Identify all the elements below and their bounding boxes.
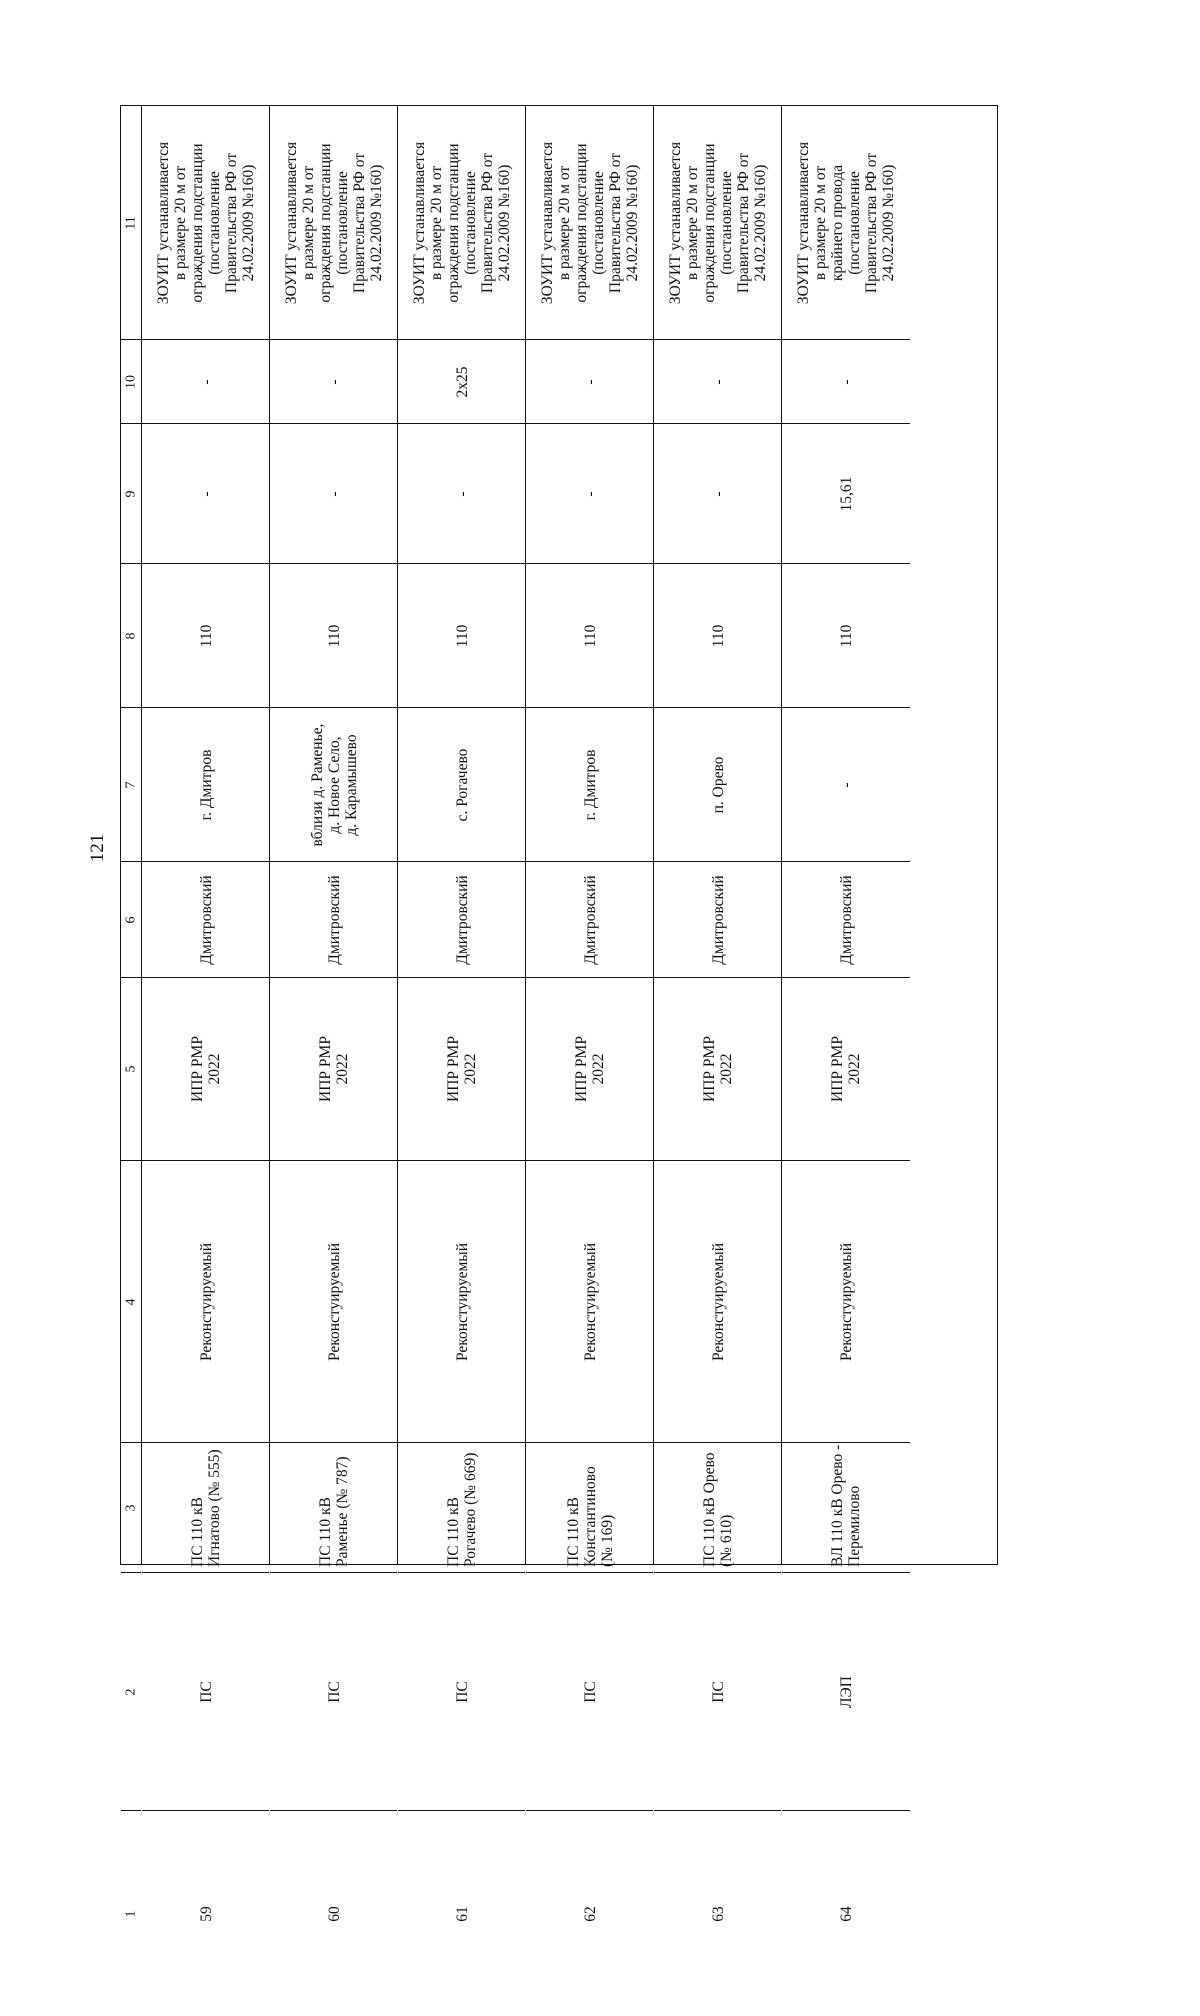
cell-text-num: 59 bbox=[197, 1905, 214, 1922]
cell-text-doc: ИПР РМР 2022 bbox=[829, 1036, 863, 1102]
table-cell-name bbox=[398, 1443, 525, 1573]
cell-text-zone: ЗОУИТ устанавливается в размере 20 м от ограждения подстанции (постановление Правительства РФ от 24.02.2009 №160) bbox=[154, 141, 257, 304]
cell-text-length: - bbox=[453, 490, 470, 497]
table-cell-voltage bbox=[398, 564, 525, 708]
table-cell-name bbox=[526, 1443, 653, 1573]
table-cell-voltage bbox=[782, 564, 910, 708]
table-cell-length bbox=[654, 424, 781, 564]
cell-text-location: г. Дмитров bbox=[197, 749, 214, 820]
table-cell-district bbox=[654, 862, 781, 978]
table-row bbox=[782, 106, 910, 1922]
table-cell-name bbox=[782, 1443, 910, 1573]
table-cell-doc bbox=[526, 978, 653, 1161]
header-cell bbox=[121, 978, 141, 1161]
cell-text-length: - bbox=[325, 490, 342, 497]
cell-text-length: - bbox=[581, 490, 598, 497]
table-cell-num bbox=[526, 1811, 653, 2016]
cell-text-doc: ИПР РМР 2022 bbox=[444, 1036, 479, 1102]
header-cell bbox=[121, 340, 141, 424]
table-cell-status bbox=[526, 1161, 653, 1443]
cell-text-power: - bbox=[837, 378, 855, 385]
cell-text-num: 61 bbox=[453, 1905, 470, 1922]
header-label: 9 bbox=[123, 490, 139, 497]
table-cell-doc bbox=[654, 978, 781, 1161]
header-cell bbox=[121, 708, 141, 862]
table-cell-type bbox=[782, 1573, 910, 1811]
cell-text-doc: ИПР РМР 2022 bbox=[572, 1036, 607, 1102]
table-cell-location bbox=[398, 708, 525, 862]
table-cell-name bbox=[270, 1443, 397, 1573]
cell-text-zone: ЗОУИТ устанавливается в размере 20 м от крайнего провода (постановление Правительства РФ от 24.02.2009 №160) bbox=[795, 141, 897, 304]
cell-text-location: г. Дмитров bbox=[581, 749, 598, 820]
table-cell-district bbox=[142, 862, 269, 978]
table-row bbox=[398, 106, 526, 1922]
cell-text-status: Реконстуируемый bbox=[837, 1242, 855, 1361]
table-cell-length bbox=[398, 424, 525, 564]
table-row bbox=[270, 106, 398, 1922]
cell-text-district: Дмитровский bbox=[837, 874, 855, 965]
cell-text-num: 60 bbox=[325, 1905, 342, 1922]
table-cell-voltage bbox=[654, 564, 781, 708]
cell-text-length: - bbox=[709, 490, 726, 497]
table-row bbox=[142, 106, 270, 1922]
cell-text-name: ПС 110 кВ Раменье (№ 787) bbox=[316, 1455, 351, 1567]
header-cell bbox=[121, 1443, 141, 1573]
header-label: 4 bbox=[123, 1298, 139, 1305]
cell-text-length: 15,61 bbox=[837, 476, 855, 511]
cell-text-num: 64 bbox=[837, 1905, 855, 1922]
cell-text-voltage: 110 bbox=[837, 624, 855, 647]
table-cell-location bbox=[782, 708, 910, 862]
cell-text-district: Дмитровский bbox=[581, 874, 598, 965]
table-cell-voltage bbox=[270, 564, 397, 708]
cell-text-doc: ИПР РМР 2022 bbox=[316, 1036, 351, 1102]
header-cell bbox=[121, 424, 141, 564]
cell-text-voltage: 110 bbox=[581, 624, 598, 647]
table-cell-status bbox=[398, 1161, 525, 1443]
table-cell-num bbox=[782, 1811, 910, 2016]
cell-text-voltage: 110 bbox=[325, 624, 342, 647]
cell-text-num: 63 bbox=[709, 1905, 726, 1922]
cell-text-status: Реконстуируемый bbox=[709, 1242, 726, 1361]
page-number: 121 bbox=[87, 833, 108, 863]
cell-text-voltage: 110 bbox=[709, 624, 726, 647]
table-cell-zone bbox=[270, 106, 397, 340]
cell-text-district: Дмитровский bbox=[325, 874, 342, 965]
header-cell bbox=[121, 862, 141, 978]
cell-text-type: ПС bbox=[709, 1680, 726, 1703]
table-cell-name bbox=[654, 1443, 781, 1573]
cell-text-power: 2x25 bbox=[453, 366, 470, 397]
header-label: 11 bbox=[123, 215, 139, 230]
table-cell-length bbox=[526, 424, 653, 564]
table-cell-district bbox=[782, 862, 910, 978]
cell-text-zone: ЗОУИТ устанавливается в размере 20 м от ограждения подстанции (постановление Правительства РФ от 24.02.2009 №160) bbox=[666, 141, 769, 304]
table-cell-type bbox=[398, 1573, 525, 1811]
table-cell-district bbox=[526, 862, 653, 978]
table-cell-power bbox=[398, 340, 525, 424]
header-label: 6 bbox=[123, 916, 139, 923]
cell-text-district: Дмитровский bbox=[709, 874, 726, 965]
cell-text-name: ПС 110 кВ Орево (№ 610) bbox=[700, 1452, 735, 1567]
header-label: 1 bbox=[123, 1910, 139, 1917]
cell-text-voltage: 110 bbox=[197, 624, 214, 647]
table-cell-num bbox=[270, 1811, 397, 2016]
header-cell bbox=[121, 1811, 141, 2016]
table-cell-num bbox=[398, 1811, 525, 2016]
cell-text-type: ПС bbox=[581, 1680, 598, 1703]
table-cell-doc bbox=[398, 978, 525, 1161]
cell-text-type: ПС bbox=[325, 1680, 342, 1703]
table-cell-power bbox=[654, 340, 781, 424]
table-cell-length bbox=[270, 424, 397, 564]
cell-text-zone: ЗОУИТ устанавливается в размере 20 м от ограждения подстанции (постановление Правительства РФ от 24.02.2009 №160) bbox=[538, 141, 641, 304]
table-cell-length bbox=[142, 424, 269, 564]
cell-text-status: Реконстуируемый bbox=[197, 1242, 214, 1361]
cell-text-doc: ИПР РМР 2022 bbox=[700, 1036, 735, 1102]
table-cell-doc bbox=[142, 978, 269, 1161]
cell-text-status: Реконстуируемый bbox=[453, 1242, 470, 1361]
cell-text-power: - bbox=[197, 378, 214, 385]
header-cell bbox=[121, 564, 141, 708]
header-label: 5 bbox=[123, 1065, 139, 1073]
header-label: 2 bbox=[123, 1688, 139, 1695]
cell-text-district: Дмитровский bbox=[197, 874, 214, 965]
header-cell bbox=[121, 106, 141, 340]
cell-text-zone: ЗОУИТ устанавливается в размере 20 м от ограждения подстанции (постановление Правительства РФ от 24.02.2009 №160) bbox=[282, 141, 385, 304]
cell-text-name: ПС 110 кВ Константиново (№ 169) bbox=[564, 1465, 615, 1567]
cell-text-num: 62 bbox=[581, 1905, 598, 1922]
cell-text-status: Реконстуируемый bbox=[325, 1242, 342, 1361]
table-cell-location bbox=[654, 708, 781, 862]
table-cell-length bbox=[782, 424, 910, 564]
table-cell-power bbox=[142, 340, 269, 424]
cell-text-type: ПС bbox=[197, 1680, 214, 1703]
cell-text-name: ПС 110 кВ Рогачево (№ 669) bbox=[444, 1452, 479, 1567]
table-cell-status bbox=[142, 1161, 269, 1443]
table-cell-power bbox=[270, 340, 397, 424]
table-header-row bbox=[121, 106, 142, 1917]
cell-text-zone: ЗОУИТ устанавливается в размере 20 м от ограждения подстанции (постановление Правительства РФ от 24.02.2009 №160) bbox=[410, 141, 513, 304]
cell-text-location: - bbox=[837, 781, 855, 788]
table-cell-zone bbox=[142, 106, 269, 340]
cell-text-status: Реконстуируемый bbox=[581, 1242, 598, 1361]
table-cell-location bbox=[526, 708, 653, 862]
header-cell bbox=[121, 1573, 141, 1811]
table-cell-doc bbox=[782, 978, 910, 1161]
header-label: 10 bbox=[123, 374, 139, 389]
table-cell-district bbox=[398, 862, 525, 978]
table-cell-district bbox=[270, 862, 397, 978]
table-cell-zone bbox=[526, 106, 653, 340]
header-cell bbox=[121, 1161, 141, 1443]
table-cell-zone bbox=[782, 106, 910, 340]
cell-text-location: с. Рогачево bbox=[453, 748, 470, 821]
cell-text-location: п. Орево bbox=[709, 756, 726, 813]
cell-text-voltage: 110 bbox=[453, 624, 470, 647]
cell-text-name: ВЛ 110 кВ Орево - Перемилово bbox=[829, 1444, 863, 1567]
table-cell-name bbox=[142, 1443, 269, 1573]
header-label: 7 bbox=[123, 781, 139, 788]
cell-text-type: ПС bbox=[453, 1680, 470, 1703]
table-cell-type bbox=[654, 1573, 781, 1811]
header-label: 8 bbox=[123, 632, 139, 639]
data-table bbox=[120, 105, 998, 1922]
cell-text-type: ЛЭП bbox=[837, 1675, 855, 1708]
cell-text-location: вблизи д. Раменье, д. Новое Село, д. Карамышево bbox=[308, 723, 359, 846]
table-cell-location bbox=[142, 708, 269, 862]
table-row bbox=[654, 106, 782, 1922]
header-label: 3 bbox=[123, 1504, 139, 1511]
table-cell-voltage bbox=[142, 564, 269, 708]
table-cell-zone bbox=[654, 106, 781, 340]
cell-text-power: - bbox=[709, 378, 726, 385]
cell-text-power: - bbox=[325, 378, 342, 385]
table-cell-zone bbox=[398, 106, 525, 340]
table-cell-type bbox=[270, 1573, 397, 1811]
table-cell-num bbox=[142, 1811, 269, 2016]
cell-text-district: Дмитровский bbox=[453, 874, 470, 965]
table-cell-type bbox=[142, 1573, 269, 1811]
cell-text-power: - bbox=[581, 378, 598, 385]
table-cell-power bbox=[782, 340, 910, 424]
cell-text-doc: ИПР РМР 2022 bbox=[188, 1036, 223, 1102]
table-cell-doc bbox=[270, 978, 397, 1161]
table-cell-status bbox=[782, 1161, 910, 1443]
table-cell-type bbox=[526, 1573, 653, 1811]
cell-text-length: - bbox=[197, 490, 214, 497]
table-row bbox=[526, 106, 654, 1922]
table-cell-status bbox=[654, 1161, 781, 1443]
cell-text-name: ПС 110 кВ Игнатово (№ 555) bbox=[188, 1448, 223, 1567]
table-cell-num bbox=[654, 1811, 781, 2016]
table-cell-voltage bbox=[526, 564, 653, 708]
table-cell-power bbox=[526, 340, 653, 424]
table-cell-location bbox=[270, 708, 397, 862]
table-cell-status bbox=[270, 1161, 397, 1443]
